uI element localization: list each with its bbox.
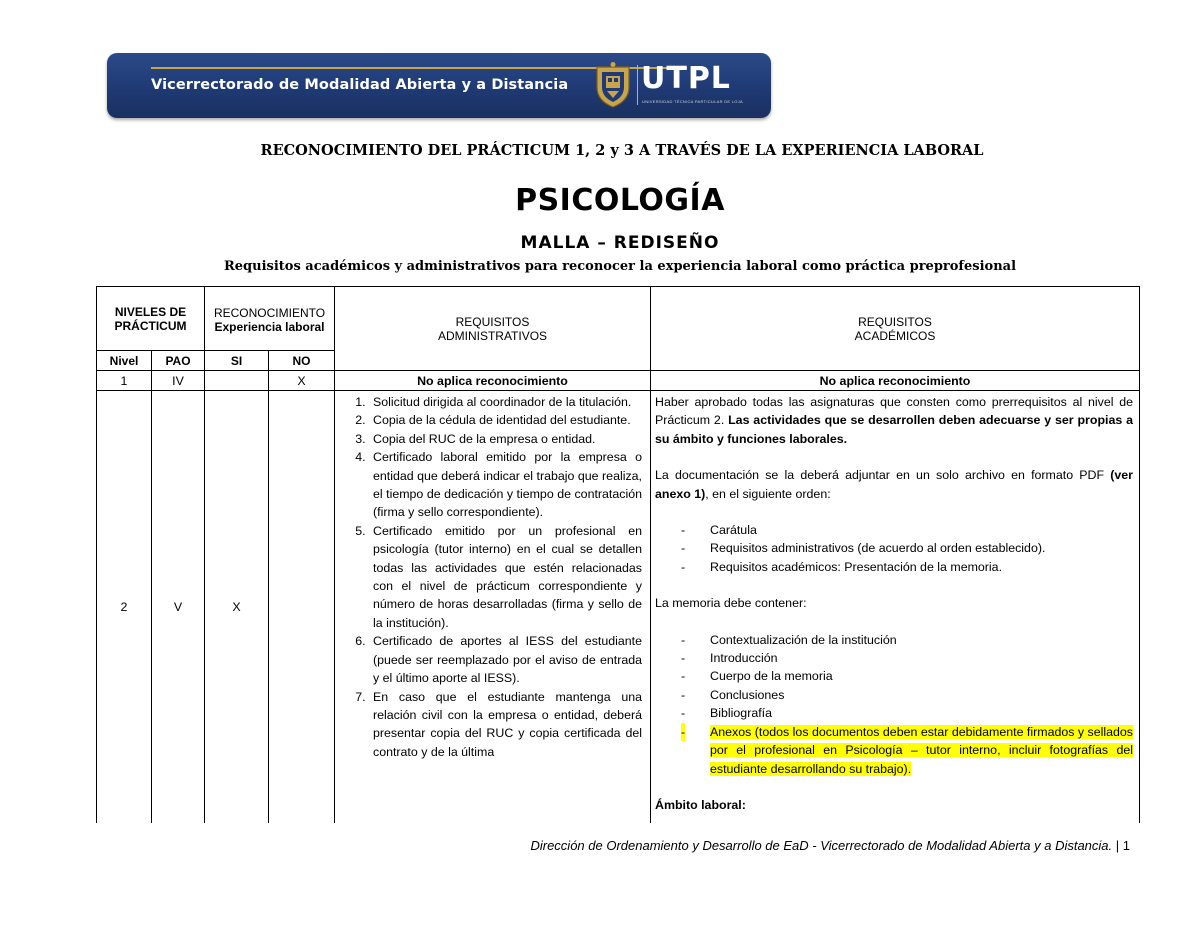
ambito-laboral-heading: Ámbito laboral:	[655, 797, 746, 812]
list-item: 7. En caso que el estudiante mantenga una relación civil con la empresa o entidad, deberá presentar copia del RUC y copia certificada del contrato y de la última	[369, 688, 642, 762]
header-req-acad	[651, 287, 1140, 371]
list-item-anexos	[681, 723, 1133, 778]
acad-p1-bold: Las actividades que se desarrollen deben adecuarse y ser propias a su ámbito y funciones laborales.	[655, 413, 1133, 446]
cell-si: X	[205, 391, 269, 824]
brand-subtitle: UNIVERSIDAD TÉCNICA PARTICULAR DE LOJA	[642, 99, 743, 104]
dash-bullet: -	[681, 632, 686, 647]
header-reconocimiento-line1: RECONOCIMIENTO	[213, 305, 326, 320]
banner-separator	[637, 65, 638, 105]
dash-bullet: -	[681, 723, 685, 741]
acad-paragraph-prerequisites	[655, 393, 1133, 448]
header-banner	[107, 53, 771, 118]
acad-requirements-content	[655, 391, 1133, 823]
dash-bullet: -	[681, 651, 686, 666]
cell-admin-requirements	[335, 391, 651, 824]
list-item: - Conclusiones	[681, 686, 1133, 704]
header-si: SI	[205, 351, 269, 371]
document-title: RECONOCIMIENTO DEL PRÁCTICUM 1, 2 y 3 A TRAVÉS DE LA EXPERIENCIA LABORAL	[260, 142, 984, 159]
cell-pao: IV	[152, 371, 205, 391]
list-item: - Requisitos administrativos (de acuerdo al orden establecido).	[681, 539, 1133, 557]
header-req-admin	[335, 287, 651, 371]
header-pao: PAO	[152, 351, 205, 371]
requirements-table	[96, 286, 1140, 823]
malla-title: MALLA – REDISEÑO	[520, 233, 720, 253]
order-list	[655, 521, 1133, 576]
list-item: - Introducción	[681, 649, 1133, 667]
header-req-acad-line1: REQUISITOS	[858, 314, 932, 329]
document-subtitle: Requisitos académicos y administrativos para reconocer la experiencia laboral como práctica preprofesional	[223, 259, 1017, 274]
memoria-list	[655, 631, 1133, 778]
utpl-crest-icon	[593, 61, 633, 109]
acad-p2-text-b: , en el siguiente orden:	[705, 486, 831, 501]
cell-admin: No aplica reconocimiento	[335, 371, 651, 391]
table-row	[97, 391, 1140, 824]
cell-si	[205, 371, 269, 391]
header-nivel: Nivel	[97, 351, 152, 371]
acad-paragraph-documentation	[655, 466, 1133, 503]
footer-text: Dirección de Ordenamiento y Desarrollo de EaD - Vicerrectorado de Modalidad Abierta y a Distancia.	[530, 838, 1113, 853]
list-item: - Cuerpo de la memoria	[681, 667, 1133, 685]
cell-nivel: 2	[97, 391, 152, 824]
admin-requirements-list	[339, 393, 642, 761]
list-item: 3. Copia del RUC de la empresa o entidad.	[369, 430, 642, 448]
header-reconocimiento	[205, 287, 335, 351]
dash-bullet: -	[681, 687, 686, 702]
page-number: | 1	[1115, 838, 1130, 853]
banner-title: Vicerrectorado de Modalidad Abierta y a Distancia	[151, 77, 569, 93]
acad-p1-text: Haber aprobado todas las asignaturas que consten como prerrequisitos al nivel de Prácticum 2.	[655, 395, 1133, 428]
header-req-acad-line2: ACADÉMICOS	[854, 328, 936, 343]
list-item: - Carátula	[681, 521, 1133, 539]
header-req-admin-line1: REQUISITOS	[455, 314, 530, 329]
dash-bullet: -	[681, 523, 686, 538]
list-item: 5. Certificado emitido por un profesional en psicología (tutor interno) en el cual se detallen todas las actividades que estén relacionadas con el nivel de prácticum correspondiente y número de horas desarrolladas (firma y sello de la institución).	[369, 522, 642, 632]
dash-bullet: -	[681, 559, 686, 574]
header-no: NO	[269, 351, 335, 371]
header-niveles: NIVELES DE PRÁCTICUM	[97, 287, 205, 351]
cell-nivel: 1	[97, 371, 152, 391]
list-item: 6. Certificado de aportes al IESS del estudiante (puede ser reemplazado por el aviso de entrada y el último aporte al IESS).	[369, 632, 642, 687]
list-item: 1. Solicitud dirigida al coordinador de la titulación.	[369, 393, 642, 411]
brand-logo-text: UTPL	[641, 61, 731, 96]
list-item: - Requisitos académicos: Presentación de la memoria.	[681, 558, 1133, 576]
memoria-intro: La memoria debe contener:	[655, 596, 807, 611]
header-reconocimiento-line2: Experiencia laboral	[214, 319, 325, 334]
cell-acad-requirements	[651, 391, 1140, 824]
acad-p2-annex-link: (ver anexo 1)	[655, 468, 1133, 501]
anexos-highlighted-text: Anexos (todos los documentos deben estar debidamente firmados y sellados por el profesional en Psicología – tutor interno, incluir fotografías del estudiante desarrollando su trabajo).	[710, 724, 1133, 776]
dash-bullet: -	[681, 706, 686, 721]
table-row	[97, 371, 1140, 391]
dash-bullet: -	[681, 541, 686, 556]
list-item: - Contextualización de la institución	[681, 631, 1133, 649]
cell-pao: V	[152, 391, 205, 824]
list-item: 2. Copia de la cédula de identidad del estudiante.	[369, 411, 642, 429]
career-title: PSICOLOGÍA	[515, 183, 725, 218]
dash-bullet: -	[681, 669, 686, 684]
page-footer	[0, 838, 1130, 853]
cell-acad: No aplica reconocimiento	[651, 371, 1140, 391]
list-item: - Bibliografía	[681, 704, 1133, 722]
list-item: 4. Certificado laboral emitido por la empresa o entidad que deberá indicar el trabajo que realiza, el tiempo de dedicación y tiempo de contratación (firma y sello correspondiente).	[369, 448, 642, 522]
acad-p2-text-a: La documentación se la deberá adjuntar en un solo archivo en formato PDF	[655, 468, 1111, 483]
cell-no: X	[269, 371, 335, 391]
table-header-row	[97, 287, 1140, 351]
admin-list-clip	[339, 393, 642, 821]
cell-no	[269, 391, 335, 824]
header-req-admin-line2: ADMINISTRATIVOS	[437, 328, 548, 343]
